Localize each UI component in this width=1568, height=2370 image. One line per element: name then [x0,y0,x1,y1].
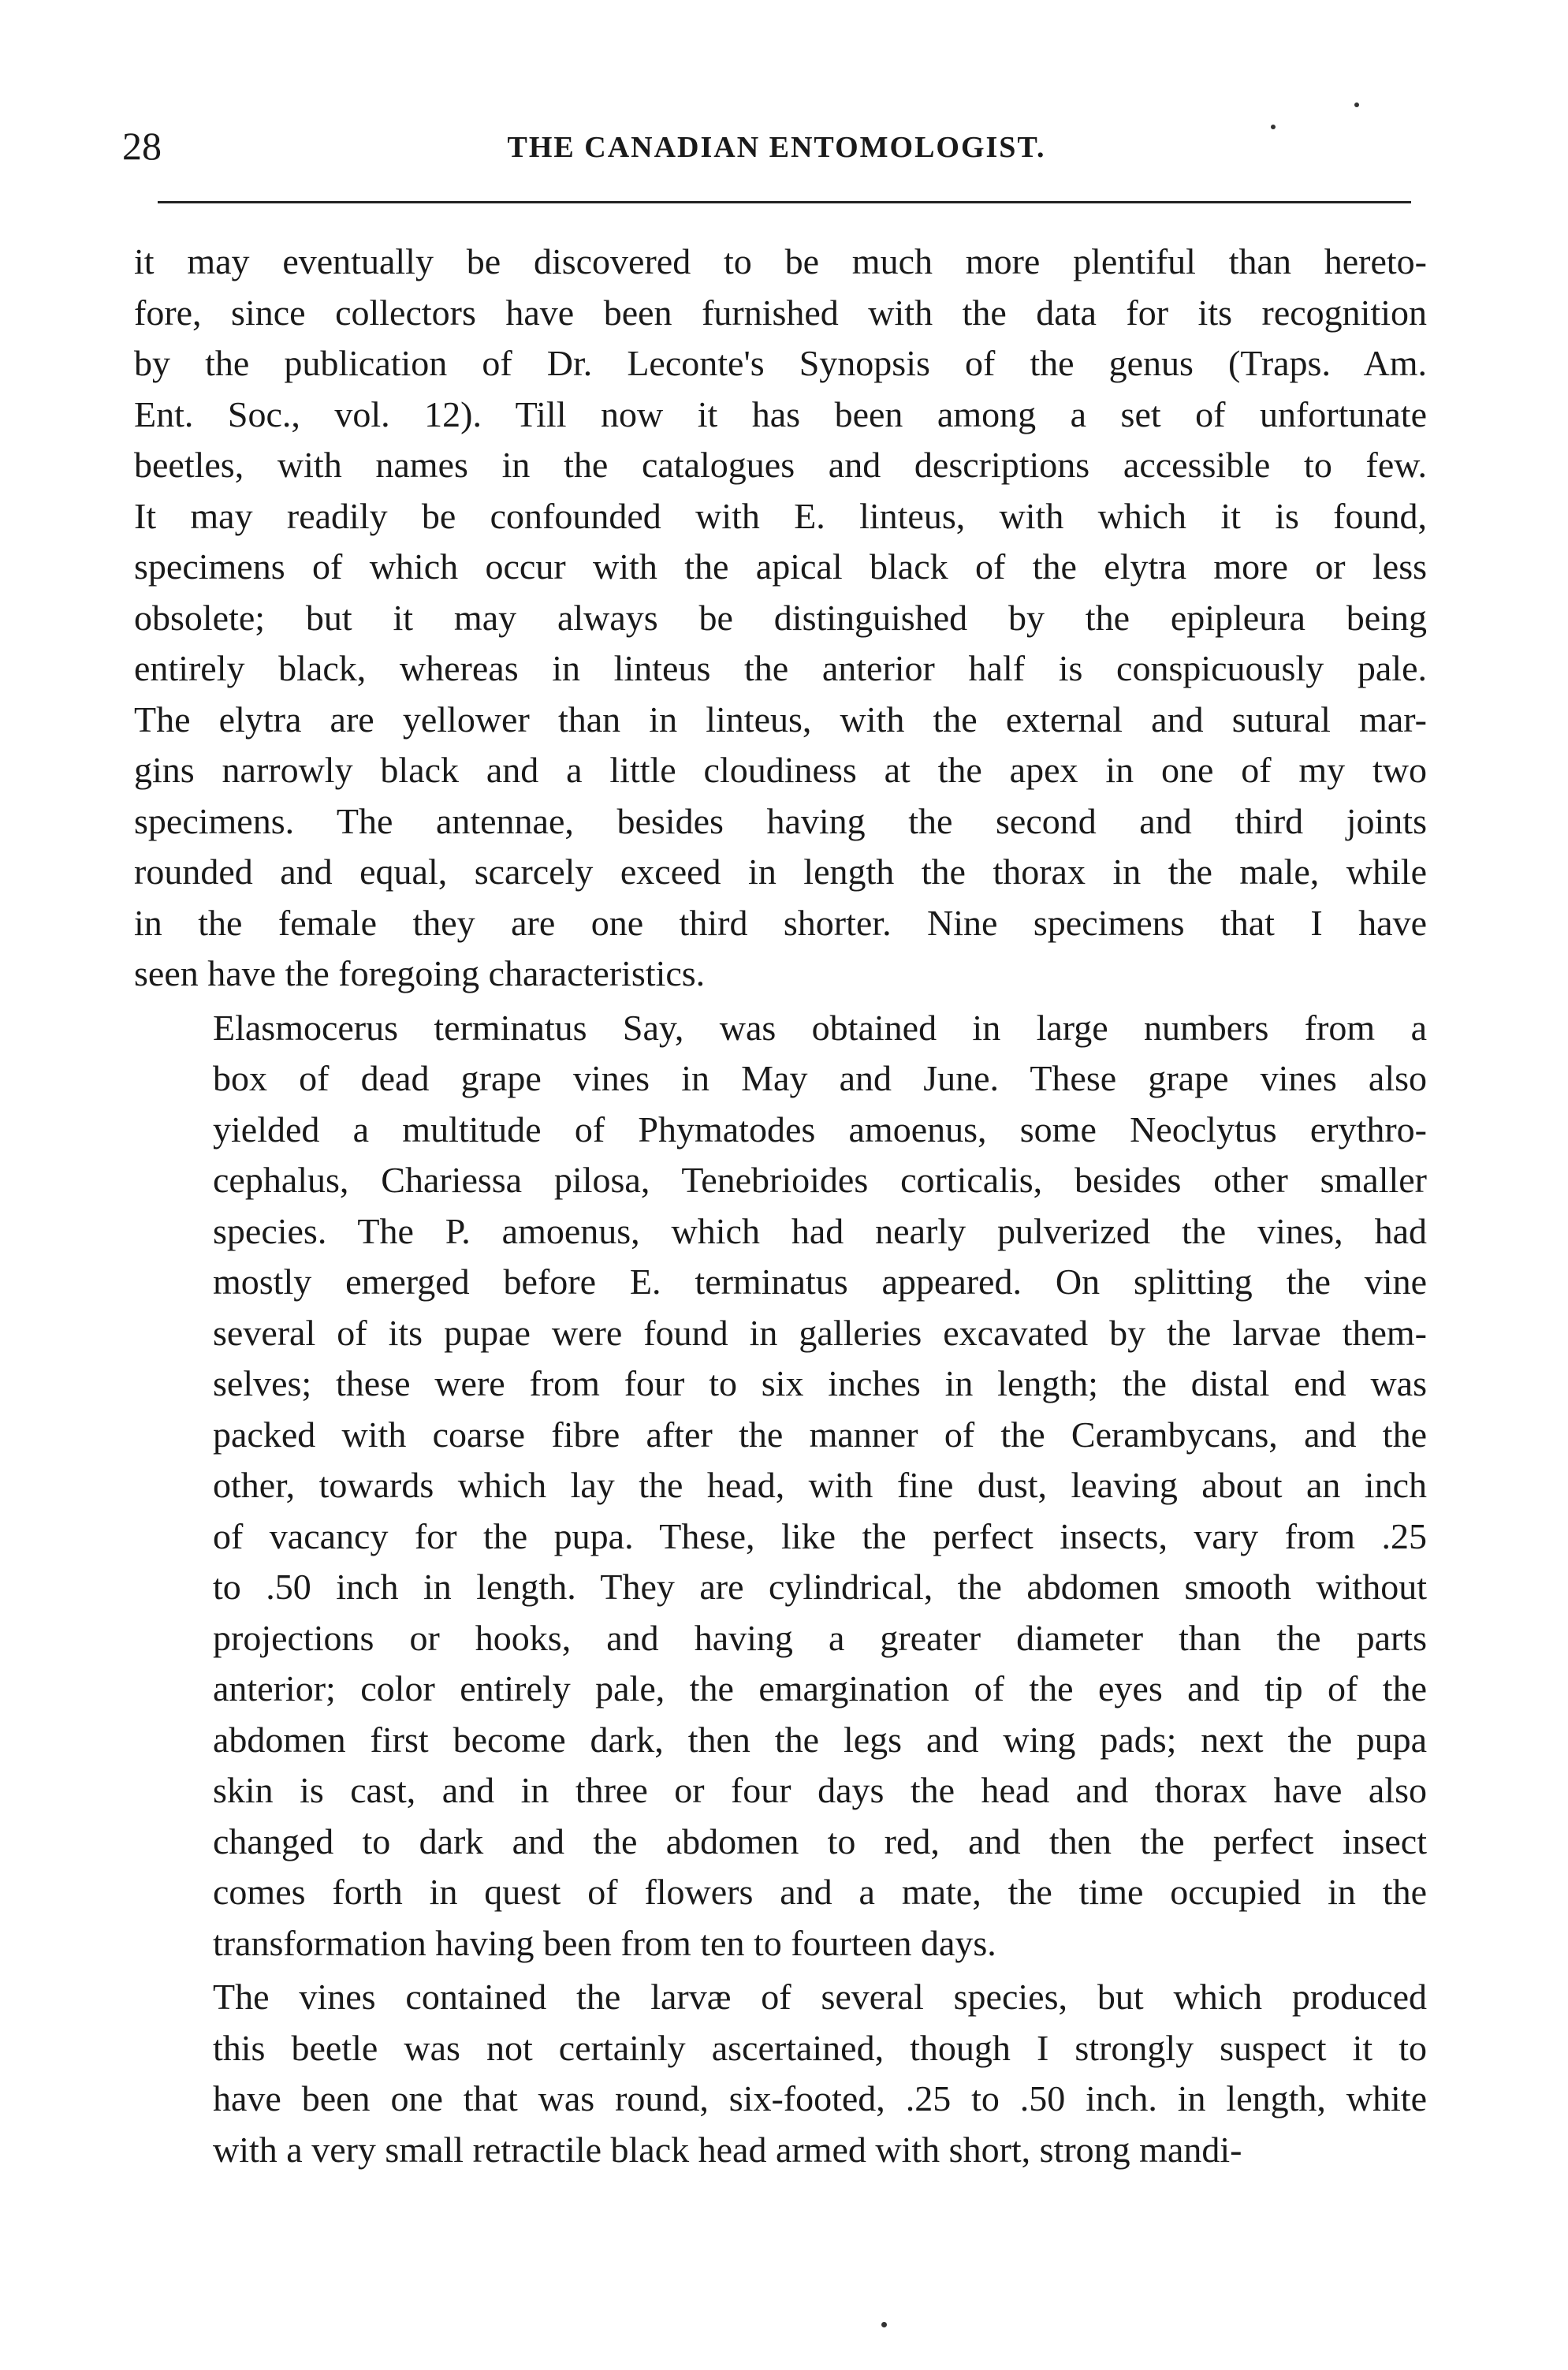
page-number: 28 [122,124,162,168]
text-line: box of dead grape vines in May and June. These grape vines also [213,1058,1427,1098]
text-line: other, towards which lay the head, with fine dust, leaving about an inch [213,1465,1427,1505]
text-line: cephalus, Chariessa pilosa, Tenebrioides corticalis, besides other smaller [213,1160,1427,1200]
text-line: projections or hooks, and having a greater diameter than the parts [213,1617,1427,1658]
body-text [134,237,1427,2175]
text-line: of vacancy for the pupa. These, like the perfect insects, vary from .25 [213,1515,1427,1556]
text-line: mostly emerged before E. terminatus appeared. On splitting the vine [213,1261,1427,1302]
text-line: packed with coarse fibre after the manner of the Cerambycans, and the [213,1414,1427,1455]
paragraph [134,1972,1427,2175]
text-line: transformation having been from ten to fourteen days. [213,1922,996,1963]
text-line: The elytra are yellower than in linteus, with the external and sutural mar- [134,699,1427,740]
speck-mark [881,2322,887,2327]
text-line: Ent. Soc., vol. 12). Till now it has been among a set of unfortunate [134,393,1427,434]
text-line: Elasmocerus terminatus Say, was obtained in large numbers from a [213,1007,1427,1048]
text-line: it may eventually be discovered to be much more plentiful than hereto- [134,241,1427,281]
page-header [122,122,1431,170]
text-line: changed to dark and the abdomen to red, and then the perfect insect [213,1820,1427,1861]
text-line: rounded and equal, scarcely exceed in length the thorax in the male, while [134,851,1427,892]
speck-mark [1354,102,1359,107]
running-title: THE CANADIAN ENTOMOLOGIST. [507,131,1046,164]
paragraph [134,237,1427,1000]
text-line: comes forth in quest of flowers and a mate, the time occupied in the [213,1872,1427,1912]
speck-mark [1271,125,1276,129]
text-line: anterior; color entirely pale, the emargination of the eyes and tip of the [213,1668,1427,1709]
text-line: specimens. The antennae, besides having the second and third joints [134,800,1427,841]
text-line: selves; these were from four to six inches in length; the distal end was [213,1363,1427,1403]
header-rule [158,201,1411,203]
text-line: gins narrowly black and a little cloudiness at the apex in one of my two [134,750,1427,790]
text-line: It may readily be confounded with E. linteus, with which it is found, [134,495,1427,536]
text-line: several of its pupae were found in galleries excavated by the larvae them- [213,1312,1427,1353]
text-line: specimens of which occur with the apical black of the elytra more or less [134,546,1427,587]
text-line: yielded a multitude of Phymatodes amoenus, some Neoclytus erythro- [213,1109,1427,1150]
text-line: to .50 inch in length. They are cylindrical, the abdomen smooth without [213,1567,1427,1607]
text-line: this beetle was not certainly ascertained, though I strongly suspect it to [213,2027,1427,2068]
text-line: with a very small retractile black head armed with short, strong mandi- [213,2129,1242,2170]
text-line: The vines contained the larvæ of several species, but which produced [213,1977,1427,2017]
text-line: entirely black, whereas in linteus the anterior half is conspicuously pale. [134,648,1427,688]
text-line: beetles, with names in the catalogues and descriptions accessible to few. [134,445,1427,485]
text-line: in the female they are one third shorter. Nine specimens that I have [134,902,1427,943]
text-line: skin is cast, and in three or four days the head and thorax have also [213,1770,1427,1810]
text-line: species. The P. amoenus, which had nearly pulverized the vines, had [213,1210,1427,1251]
text-line: obsolete; but it may always be distinguished by the epipleura being [134,597,1427,638]
paragraph [134,1003,1427,1969]
text-line: by the publication of Dr. Leconte's Synopsis of the genus (Traps. Am. [134,343,1427,383]
text-line: abdomen first become dark, then the legs and wing pads; next the pupa [213,1719,1427,1760]
text-line: fore, since collectors have been furnished with the data for its recognition [134,292,1427,333]
text-line: seen have the foregoing characteristics. [134,953,706,993]
text-line: have been one that was round, six-footed, .25 to .50 inch. in length, white [213,2078,1427,2118]
